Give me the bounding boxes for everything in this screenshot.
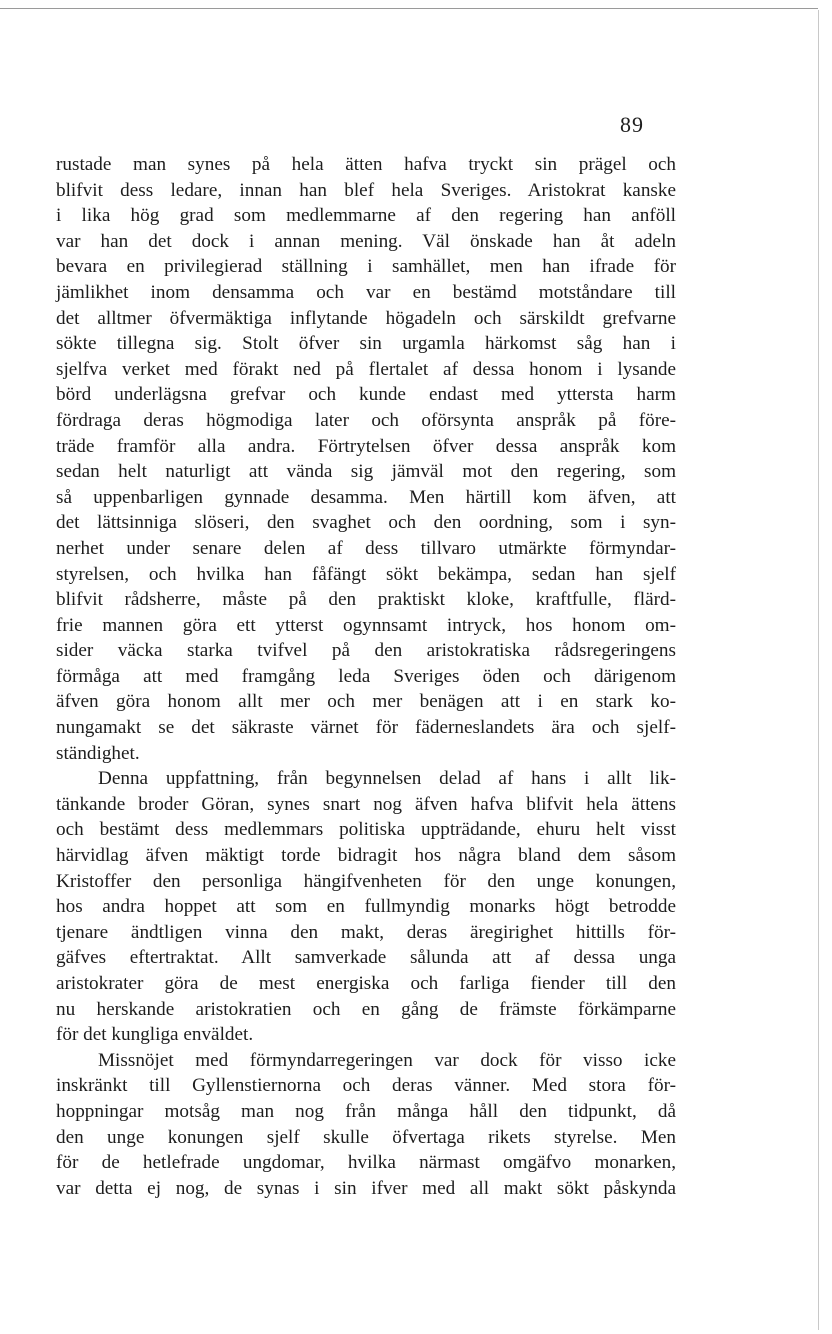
text-line: rustade man synes på hela ätten hafva tryckt sin prägel och	[56, 154, 676, 175]
text-line: sedan helt naturligt att vända sig jämväl mot den regering, som	[56, 461, 676, 483]
text-line: blifvit rådsherre, måste på den praktiskt kloke, kraftfulle, flärd-	[56, 589, 676, 611]
top-edge-rule	[0, 8, 818, 9]
text-line: nerhet under senare delen af dess tillvaro utmärkte förmyndar-	[56, 537, 676, 559]
text-line: förmåga att med framgång leda Sveriges öden och därigenom	[56, 665, 676, 687]
text-line: det lättsinniga slöseri, den svaghet och den oordning, som i syn-	[56, 512, 676, 534]
text-line: i lika hög grad som medlemmarne af den regering han anföll	[56, 205, 676, 227]
text-line: nu herskande aristokratien och en gång de främste förkämparne	[56, 998, 676, 1020]
text-line: gäfves eftertraktat. Allt samverkade sålunda att af dessa unga	[56, 947, 676, 969]
text-line: nungamakt se det säkraste värnet för fäderneslandets ära och sjelf-	[56, 717, 676, 739]
text-line: sjelfva verket med förakt ned på flertalet af dessa honom i lysande	[56, 358, 676, 380]
text-line: sider väcka starka tvifvel på den aristokratiska rådsregeringens	[56, 640, 676, 662]
right-page-edge	[818, 10, 819, 1330]
text-line: jämlikhet inom densamma och var en bestämd motståndare till	[56, 281, 676, 303]
text-line: härvidlag äfven mäktigt torde bidragit hos några bland dem såsom	[56, 845, 676, 867]
text-line: styrelsen, och hvilka han fåfängt sökt bekämpa, sedan han sjelf	[56, 563, 676, 585]
text-line: börd underlägsna grefvar och kunde endast med yttersta harm	[56, 384, 676, 406]
paragraph-start-line: Missnöjet med förmyndarregeringen var dock för visso icke	[98, 1049, 676, 1071]
body-text	[56, 152, 676, 1201]
text-line: inskränkt till Gyllenstiernorna och deras vänner. Med stora för-	[56, 1075, 676, 1097]
page-number: 89	[620, 112, 644, 137]
text-line: blifvit dess ledare, innan han blef hela Sveriges. Aristokrat kanske	[56, 179, 676, 201]
text-line: bevara en privilegierad ställning i samhället, men han ifrade för	[56, 256, 676, 278]
text-line: frie mannen göra ett ytterst ogynnsamt intryck, hos honom om-	[56, 614, 676, 636]
text-line: fördraga deras högmodiga later och oförsynta anspråk på före-	[56, 409, 676, 431]
paragraph-start-line: Denna uppfattning, från begynnelsen delad af hans i allt lik-	[98, 768, 676, 790]
text-line: Kristoffer den personliga hängifvenheten för den unge konungen,	[56, 870, 676, 892]
text-line: så uppenbarligen gynnade desamma. Men härtill kom äfven, att	[56, 486, 676, 508]
text-line: tänkande broder Göran, synes snart nog äfven hafva blifvit hela ättens	[56, 793, 676, 815]
text-line: och bestämt dess medlemmars politiska uppträdande, ehuru helt visst	[56, 819, 676, 841]
text-line: äfven göra honom allt mer och mer benägen att i en stark ko-	[56, 691, 676, 713]
paragraph-end-line: för det kungliga enväldet.	[56, 1024, 254, 1046]
text-line: sökte tillegna sig. Stolt öfver sin urgamla härkomst såg han i	[56, 333, 676, 355]
text-line: hoppningar motsåg man nog från många håll den tidpunkt, då	[56, 1100, 676, 1122]
text-line: var han det dock i annan mening. Väl önskade han åt adeln	[56, 230, 676, 252]
text-line: för de hetlefrade ungdomar, hvilka närmast omgäfvo monarken,	[56, 1152, 676, 1174]
text-line: var detta ej nog, de synas i sin ifver med all makt sökt påskynda	[56, 1177, 676, 1199]
paragraph-end-line: ständighet.	[56, 742, 140, 764]
text-line: det alltmer öfvermäktiga inflytande högadeln och särskildt grefvarne	[56, 307, 676, 329]
text-line: träde framför alla andra. Förtrytelsen öfver dessa anspråk kom	[56, 435, 676, 457]
text-line: aristokrater göra de mest energiska och farliga fiender till den	[56, 973, 676, 994]
text-line: hos andra hoppet att som en fullmyndig monarks högt betrodde	[56, 896, 676, 918]
text-line: den unge konungen sjelf skulle öfvertaga rikets styrelse. Men	[56, 1126, 676, 1148]
text-line: tjenare ändtligen vinna den makt, deras äregirighet hittills för-	[56, 921, 676, 943]
